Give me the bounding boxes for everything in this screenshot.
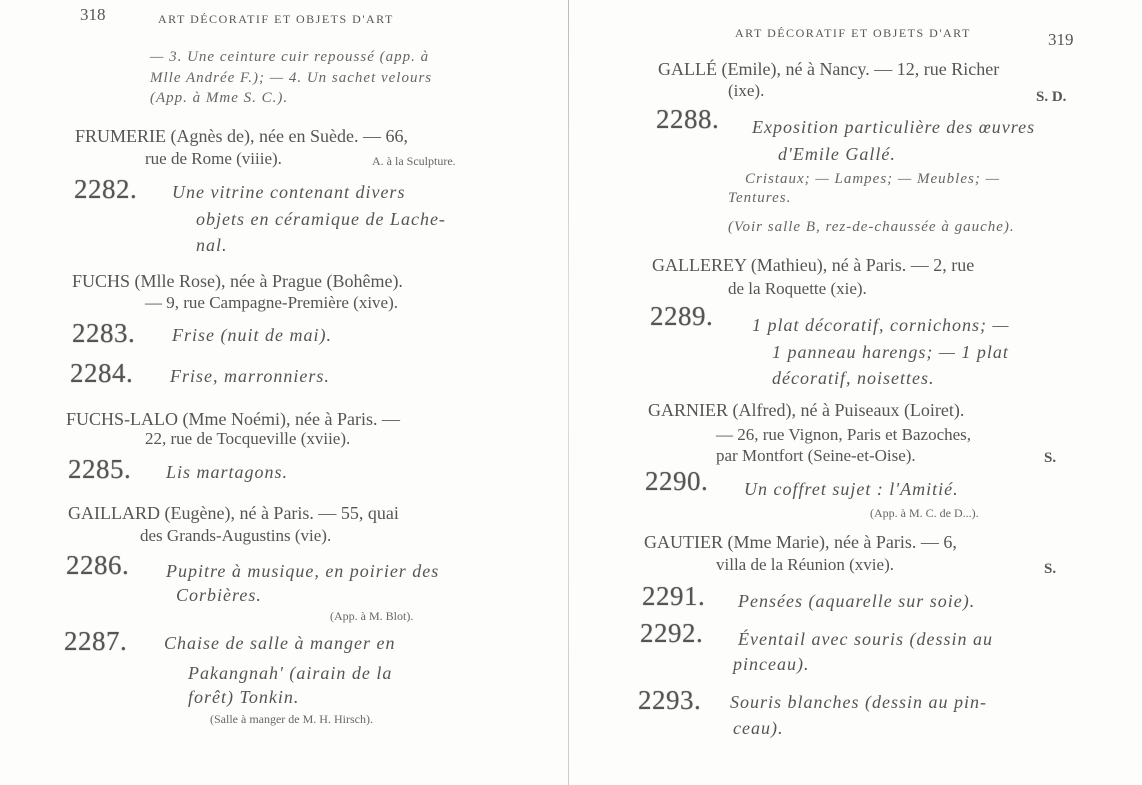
artist-line: GAILLARD (Eugène), né à Paris. — 55, quai [68, 503, 399, 523]
work-title: Frise, marronniers. [170, 366, 330, 386]
work-title: Lis martagons. [166, 462, 289, 482]
artist-line: FUCHS-LALO (Mme Noémi), née à Paris. — [66, 409, 400, 429]
ownership-note: (App. à M. C. de D...). [870, 506, 979, 520]
artist-line: des Grands-Augustins (vie). [140, 526, 332, 545]
artist-line: GALLÉ (Emile), né à Nancy. — 12, rue Richer [658, 59, 1000, 79]
continuation-line: (App. à Mme S. C.). [150, 90, 289, 106]
ownership-note: (App. à M. Blot). [330, 609, 414, 623]
running-header: ART DÉCORATIF ET OBJETS D'ART [735, 26, 971, 40]
page-number: 319 [1048, 30, 1074, 49]
continuation-line: — 3. Une ceinture cuir repoussé (app. à [150, 49, 430, 65]
artist-line: rue de Rome (viiie). [145, 149, 282, 168]
catalog-number: 2286. [66, 550, 130, 580]
catalog-number: 2282. [74, 174, 138, 204]
catalog-number: 2288. [656, 104, 720, 134]
work-detail: Tentures. [728, 190, 792, 206]
artist-line: GARNIER (Alfred), né à Puiseaux (Loiret). [648, 400, 965, 420]
book-gutter [568, 0, 569, 785]
work-title: nal. [196, 235, 228, 255]
section-mark: A. à la Sculpture. [372, 154, 456, 168]
work-title: Souris blanches (dessin au pin- [730, 692, 987, 712]
running-header: ART DÉCORATIF ET OBJETS D'ART [158, 12, 394, 26]
work-title: pinceau). [733, 654, 810, 674]
work-title: Une vitrine contenant divers [172, 182, 406, 202]
catalog-number: 2287. [64, 626, 128, 656]
artist-line: par Montfort (Seine-et-Oise). [716, 446, 916, 465]
work-title: Pupitre à musique, en poirier des [166, 561, 440, 581]
work-title: 1 plat décoratif, cornichons; — [752, 315, 1010, 335]
work-title: objets en céramique de Lache- [196, 209, 446, 229]
artist-line: (ixe). [728, 81, 765, 100]
work-title: Un coffret sujet : l'Amitié. [744, 479, 959, 499]
artist-line: de la Roquette (xie). [728, 279, 867, 298]
work-detail: Cristaux; — Lampes; — Meubles; — [745, 171, 1000, 187]
work-title: Corbières. [176, 585, 262, 605]
section-mark: S. [1044, 450, 1057, 466]
location-note: (Voir salle B, rez-de-chaussée à gauche). [728, 219, 1015, 235]
continuation-line: Mlle Andrée F.); — 4. Un sachet velours [150, 70, 433, 86]
catalog-number: 2293. [638, 685, 702, 715]
catalog-number: 2283. [72, 318, 136, 348]
work-title: Frise (nuit de mai). [172, 325, 332, 345]
artist-line: 22, rue de Tocqueville (xviie). [145, 429, 351, 448]
work-title: d'Emile Gallé. [778, 144, 896, 164]
catalog-number: 2292. [640, 618, 704, 648]
section-mark: S. D. [1036, 89, 1067, 105]
work-title: forêt) Tonkin. [188, 687, 300, 707]
artist-line: FRUMERIE (Agnès de), née en Suède. — 66, [75, 126, 408, 146]
catalog-number: 2291. [642, 581, 706, 611]
artist-line: GALLEREY (Mathieu), né à Paris. — 2, rue [652, 255, 975, 275]
work-title: Chaise de salle à manger en [164, 633, 396, 653]
artist-line: FUCHS (Mlle Rose), née à Prague (Bohême). [72, 271, 403, 291]
catalog-number: 2285. [68, 454, 132, 484]
section-mark: S. [1044, 561, 1057, 577]
page-number: 318 [80, 5, 106, 24]
work-title: Pakangnah' (airain de la [188, 663, 393, 683]
artist-line: GAUTIER (Mme Marie), née à Paris. — 6, [644, 532, 957, 552]
artist-line: — 9, rue Campagne-Première (xive). [145, 293, 399, 312]
work-title: ceau). [733, 718, 784, 738]
artist-line: villa de la Réunion (xvie). [716, 555, 894, 574]
work-title: Pensées (aquarelle sur soie). [738, 591, 976, 611]
work-title: décoratif, noisettes. [772, 368, 935, 388]
catalog-number: 2289. [650, 301, 714, 331]
work-title: Éventail avec souris (dessin au [738, 629, 993, 649]
work-title: 1 panneau harengs; — 1 plat [772, 342, 1009, 362]
catalog-number: 2290. [645, 466, 709, 496]
work-title: Exposition particulière des œuvres [752, 117, 1036, 137]
ownership-note: (Salle à manger de M. H. Hirsch). [210, 712, 373, 726]
catalog-number: 2284. [70, 358, 134, 388]
artist-line: — 26, rue Vignon, Paris et Bazoches, [716, 425, 972, 444]
